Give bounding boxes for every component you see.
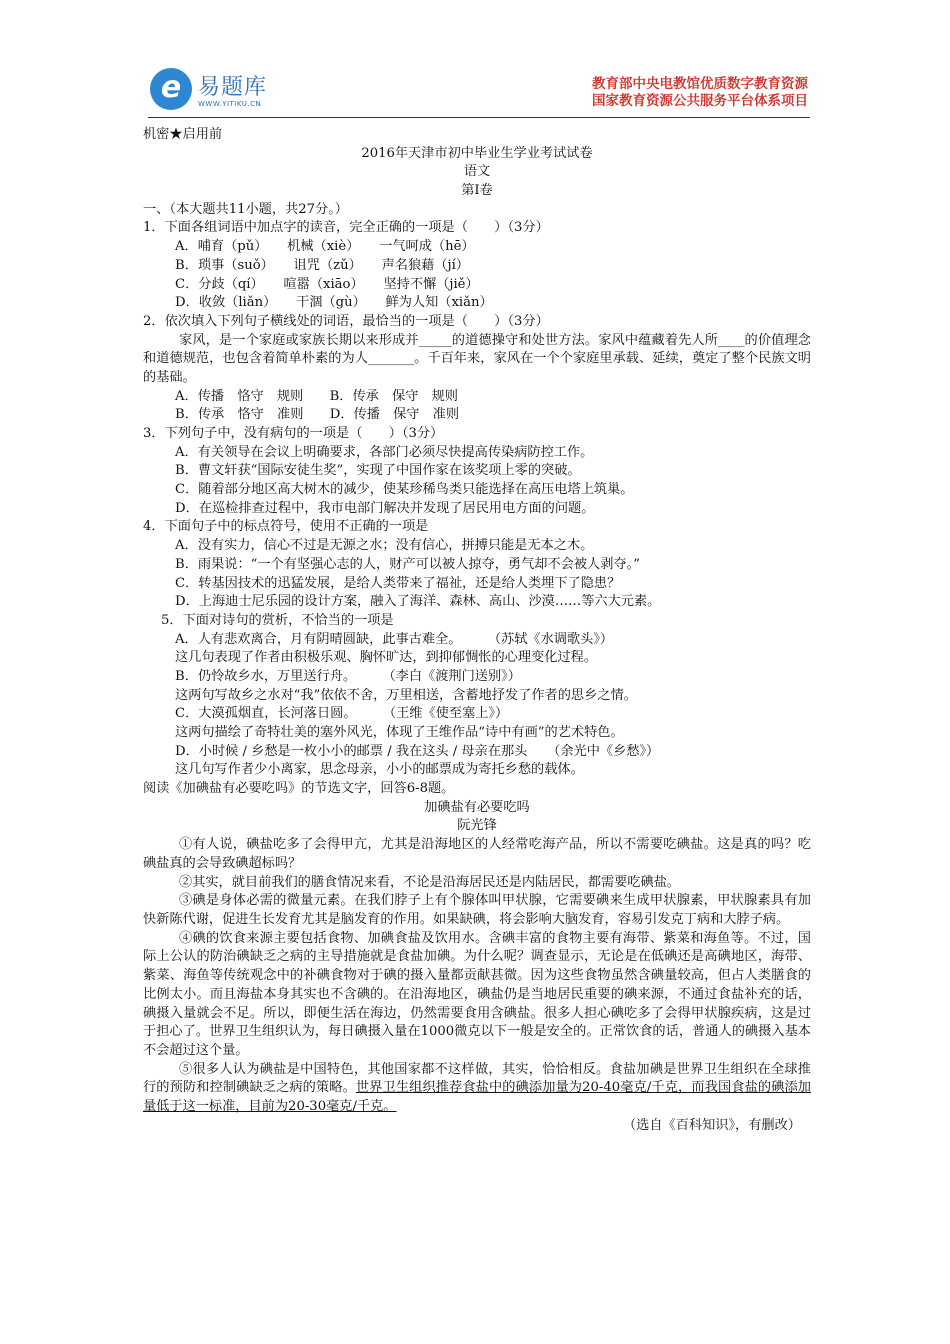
q3-option-d: D．在巡检排查过程中，我市电部门解决并发现了居民用电方面的问题。 <box>175 500 595 516</box>
logo-url: WWW.YITIKU.CN <box>198 100 262 108</box>
exam-subject: 语文 <box>463 164 491 180</box>
section-heading: 一、（本大题共11小题，共27分。） <box>143 201 348 217</box>
exam-document <box>143 126 811 1135</box>
q5-option-c-note: 这两句描绘了奇特壮美的塞外风光，体现了王维作品“诗中有画”的艺术特色。 <box>175 725 624 741</box>
confidential-mark: 机密★启用前 <box>143 127 223 142</box>
article-paragraph-5 <box>143 1061 811 1117</box>
q1-option-c: C．分歧（qí） 喧嚣（xiāo） 坚持不懈（jiě） <box>175 276 479 292</box>
reading-intro: 阅读《加碘盐有必要吃吗》的节选文字，回答6-8题。 <box>143 781 455 797</box>
article-paragraph-3: ③碘是身体必需的微量元素。在我们脖子上有个腺体叫甲状腺，它需要碘来生成甲状腺素，甲状腺素具有加快新陈代谢，促进生长发育尤其是脑发育的作用。如果缺碘，将会影响大脑发育，容易引发克丁病和大脖子病。 <box>143 893 811 927</box>
q5-option-b: B．仍怜故乡水，万里送行舟。 （李白《渡荆门送别》） <box>175 668 521 684</box>
header-divider <box>148 117 810 118</box>
q4-option-b: B．雨果说：“一个有坚强心志的人，财产可以被人掠夺，勇气却不会被人剥夺。” <box>175 556 640 572</box>
q3-option-a: A．有关领导在会议上明确要求，各部门必须尽快提高传染病防控工作。 <box>175 444 594 460</box>
slogan-line-1: 教育部中央电教馆优质数字教育资源 <box>592 76 808 92</box>
q4-option-c: C．转基因技术的迅猛发展，是给人类带来了福祉，还是给人类埋下了隐患？ <box>175 575 621 591</box>
article-paragraph-4: ④碘的饮食来源主要包括食物、加碘食盐及饮用水。含碘丰富的食物主要有海带、紫菜和海鱼等。不过，国际上公认的防治碘缺乏之病的主导措施就是食盐加碘。为什么呢？调查显示，无论是在低碘还是高碘地区，海带、紫菜、海鱼等传统观念中的补碘食物对于碘的摄入量都贡献甚微。因为这些食物虽然含碘量较高，但占人类膳食的比例太小。而且海盐本身其实也不含碘的。在沿海地区，碘盐仍是当地居民重要的碘来源，不通过食盐补充的话，碘摄入量就会不足。所以，即便生活在海边，仍然需要食用含碘盐。很多人担心碘吃多了会得甲状腺疾病，这是过于担心了。世界卫生组织认为，每日碘摄入量在1000微克以下一般是安全的。正常饮食的话，普通人的碘摄入基本不会超过这个量。 <box>143 930 811 1058</box>
q2-passage: 家风，是一个家庭或家族长期以来形成并_____的道德操守和处世方法。家风中蕴藏着先人所____的价值理念和道德规范，也包含着简单朴素的为人_______。千百年来，家风在一个个家庭里承载、延续，奠定了整个民族文明的基础。 <box>143 332 811 385</box>
q5-option-b-note: 这两句写故乡之水对“我”依依不舍，万里相送，含蓄地抒发了作者的思乡之情。 <box>175 687 637 703</box>
q3-option-b: B．曹文轩获“国际安徒生奖”，实现了中国作家在该奖项上零的突破。 <box>175 463 581 479</box>
logo-name: 易题库 <box>198 75 268 100</box>
q5-stem: 5．下面对诗句的赏析，不恰当的一项是 <box>161 612 394 628</box>
q5-option-d-note: 这几句写作者少小离家，思念母亲，小小的邮票成为寄托乡愁的载体。 <box>175 762 584 778</box>
q3-option-c: C．随着部分地区高大树木的减少，使某珍稀鸟类只能选择在高压电塔上筑巢。 <box>175 482 634 498</box>
q5-option-c: C．大漠孤烟直，长河落日圆。 （王维《使至塞上》） <box>175 706 509 722</box>
q5-option-a: A．人有悲欢离合，月有阴晴圆缺，此事古难全。 （苏轼《水调歌头》） <box>175 631 614 647</box>
exam-title: 2016年天津市初中毕业生学业考试试卷 <box>361 145 593 161</box>
q1-stem: 1．下面各组词语中加点字的读音，完全正确的一项是（ ）（3分） <box>143 220 549 236</box>
q5-option-d: D．小时候 / 乡愁是一枚小小的邮票 / 我在这头 / 母亲在那头 （余光中《乡愁》） <box>175 743 660 759</box>
logo-e-icon: e <box>150 68 192 110</box>
q2-stem: 2．依次填入下列句子横线处的词语，最恰当的一项是（ ）（3分） <box>143 313 549 329</box>
paragraph-5-underlined-text: 世界卫生组织推荐食盐中的碘添加量为20-40毫克/千克，而我国食盐的碘添加量低于这一标准，目前为20-30毫克/千克。 <box>143 1080 811 1115</box>
q4-option-a: A．没有实力，信心不过是无源之水；没有信心，拼搏只能是无本之木。 <box>175 538 594 554</box>
article-paragraph-2: ②其实，就目前我们的膳食情况来看，不论是沿海居民还是内陆居民，都需要吃碘盐。 <box>179 874 681 890</box>
q1-option-a: A．哺育（pǔ） 机械（xiè） 一气呵成（hē） <box>175 239 475 255</box>
site-logo[interactable] <box>150 68 290 114</box>
q4-stem: 4．下面句子中的标点符号，使用不正确的一项是 <box>143 519 429 535</box>
q2-options-ab: A．传播 恪守 规则 B．传承 保守 规则 <box>175 388 458 404</box>
article-paragraph-1: ①有人说，碘盐吃多了会得甲亢，尤其是沿海地区的人经常吃海产品，所以不需要吃碘盐。这是真的吗？吃碘盐真的会导致碘超标吗？ <box>143 837 811 871</box>
q5-option-a-note: 这几句表现了作者由积极乐观、胸怀旷达，到抑郁惆怅的心理变化过程。 <box>175 650 597 666</box>
q1-option-b: B．琐事（suǒ） 诅咒（zǔ） 声名狼藉（jí） <box>175 257 470 273</box>
exam-volume: 第Ⅰ卷 <box>461 183 493 199</box>
q3-stem: 3．下列句子中，没有病句的一项是（ ）（3分） <box>143 426 444 442</box>
article-author: 阮光锋 <box>457 818 497 834</box>
page-header <box>0 0 950 120</box>
header-slogan <box>592 76 808 110</box>
q4-option-d: D．上海迪士尼乐园的设计方案，融入了海洋、森林、高山、沙漠……等六大元素。 <box>175 594 661 610</box>
slogan-line-2: 国家教育资源公共服务平台体系项目 <box>592 93 808 109</box>
paragraph-5-text: ⑤很多人认为碘盐是中国特色，其他国家都不这样做，其实，恰恰相反。食盐加碘是世界卫生组织在全球推行的预防和控制碘缺乏之病的策略。 <box>143 1061 811 1096</box>
q2-options-cd: B．传承 恪守 准则 D．传播 保守 准则 <box>175 407 460 423</box>
article-source: （选自《百科知识》，有删改） <box>622 1117 801 1133</box>
q1-option-d: D．收敛（liǎn） 干涸（gù） 鲜为人知（xiǎn） <box>175 295 493 311</box>
article-title: 加碘盐有必要吃吗 <box>424 799 530 815</box>
